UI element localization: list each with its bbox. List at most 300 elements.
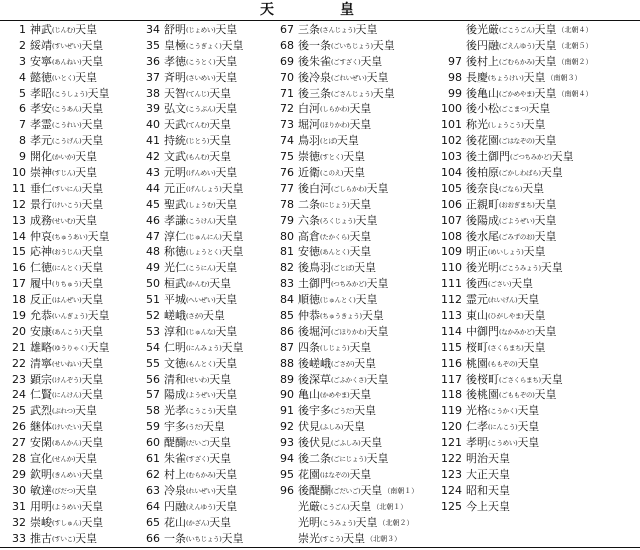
name-reading: びだつ [54, 486, 73, 495]
reading-close-paren: ) [353, 216, 356, 225]
reading-open-paren: ( [499, 26, 502, 34]
reading-close-paren: ) [521, 73, 524, 82]
reading-close-paren: ) [72, 26, 76, 34]
reading-open-paren: ( [186, 89, 189, 98]
reading-open-paren: ( [320, 534, 323, 543]
reading-close-paren: ) [79, 327, 82, 336]
emperor-name: 嵯峨 [164, 309, 186, 323]
emperor-name: 霊元 [466, 293, 488, 307]
title-suffix: 天皇 [221, 229, 244, 243]
emperor-entry [266, 165, 434, 181]
reading-open-paren: ( [52, 359, 55, 368]
name-reading: とば [322, 137, 335, 146]
emperor-name: 後土御門 [466, 150, 510, 164]
name-reading: こうれい [54, 121, 80, 130]
title-suffix: 天皇 [215, 261, 238, 275]
emperor-name: 後水尾 [466, 229, 499, 243]
reading-close-paren: ) [72, 486, 76, 495]
entry-number: 51 [146, 293, 160, 307]
emperor-name: 孝元 [30, 134, 52, 148]
emperor-entry [2, 149, 136, 165]
emperor-name: 後奈良 [466, 181, 499, 195]
reading-open-paren: ( [488, 296, 491, 305]
entry-number: 57 [146, 388, 160, 402]
title-suffix: 天皇 [349, 102, 372, 116]
emperor-name: 中御門 [466, 324, 499, 338]
emperor-name: 宣化 [30, 452, 52, 466]
emperor-name: 継体 [30, 420, 52, 434]
name-reading: じゅんとく [322, 296, 354, 305]
emperor-entry [434, 54, 640, 70]
emperor-entry [434, 181, 640, 197]
emperor-entry [136, 483, 266, 499]
emperor-entry [136, 292, 266, 308]
reading-open-paren: ( [499, 232, 502, 241]
name-reading: ごさくらまち [501, 375, 539, 384]
reading-open-paren: ( [186, 57, 189, 66]
emperor-entry [2, 133, 136, 149]
title-suffix: 天皇 [209, 86, 232, 100]
emperor-name: 大正天皇 [466, 467, 510, 481]
reading-open-paren: ( [186, 26, 189, 34]
entry-number: 11 [12, 181, 26, 195]
entry-number: 106 [441, 197, 462, 211]
name-reading: じゅんな [188, 327, 214, 336]
title-suffix: 天皇 [215, 23, 238, 36]
emperor-name: 敏達 [30, 483, 52, 497]
reading-open-paren: ( [52, 407, 55, 416]
emperor-entry [434, 435, 640, 451]
entry-number: 54 [146, 340, 160, 354]
title-suffix: 天皇 [349, 340, 372, 354]
entry-number: 101 [441, 118, 462, 132]
title-suffix: 天皇 [74, 404, 97, 418]
entry-number: 7 [19, 118, 26, 132]
title-suffix: 天皇 [534, 134, 557, 148]
emperor-entry [136, 101, 266, 117]
title-suffix: 天皇 [221, 340, 244, 354]
reading-close-paren: ) [219, 232, 222, 241]
emperor-name: 昭和天皇 [466, 483, 510, 497]
entry-number: 48 [146, 245, 160, 259]
title-suffix: 天皇 [517, 404, 540, 418]
title-suffix: 天皇 [215, 70, 238, 84]
reading-open-paren: ( [499, 200, 502, 209]
title-suffix: 天皇 [523, 70, 546, 84]
entry-number: 23 [12, 372, 26, 386]
name-reading: こうこう [188, 407, 214, 416]
name-reading: すいにん [54, 184, 80, 193]
name-reading: ごこうみょう [501, 264, 539, 273]
emperor-entry [2, 435, 136, 451]
entry-number: 19 [12, 309, 26, 323]
name-reading: しょうむ [188, 200, 214, 209]
title-suffix: 天皇 [215, 467, 238, 481]
emperor-entry [2, 101, 136, 117]
reading-close-paren: ) [508, 280, 512, 289]
reading-open-paren: ( [320, 105, 323, 114]
reading-close-paren: ) [206, 137, 210, 146]
reading-close-paren: ) [347, 343, 350, 352]
emperor-name: 舒明 [164, 23, 186, 36]
page-title: 天 皇 [260, 2, 380, 18]
reading-open-paren: ( [52, 327, 55, 336]
entry-number: 118 [441, 388, 462, 402]
name-reading: いちじょう [188, 534, 220, 543]
emperor-name: 清寧 [30, 356, 52, 370]
emperor-entry [136, 70, 266, 86]
reading-close-paren: ) [79, 264, 82, 273]
title-suffix: 天皇 [372, 38, 395, 52]
name-reading: つちみかど [333, 280, 365, 289]
name-reading: ごいちじょう [333, 41, 371, 50]
court-note: （北朝３） [366, 534, 402, 543]
reading-close-paren: ) [79, 502, 82, 511]
emperor-name: 順徳 [298, 293, 320, 307]
reading-open-paren: ( [186, 248, 189, 257]
reading-open-paren: ( [331, 264, 334, 273]
name-reading: ごさい [490, 280, 509, 289]
name-reading: しじょう [322, 343, 348, 352]
name-reading: じんむ [54, 26, 73, 34]
entry-number: 6 [19, 102, 26, 116]
emperor-entry [266, 340, 434, 356]
reading-open-paren: ( [186, 280, 189, 289]
reading-close-paren: ) [347, 200, 350, 209]
name-reading: さいめい [188, 73, 214, 82]
emperor-name: 村上 [164, 467, 186, 481]
title-suffix: 天皇 [534, 197, 557, 211]
reading-close-paren: ) [213, 264, 216, 273]
title-suffix: 天皇 [349, 467, 372, 481]
reading-close-paren: ) [206, 89, 210, 98]
reading-close-paren: ) [213, 105, 216, 114]
reading-open-paren: ( [186, 73, 189, 82]
emperor-entry [266, 451, 434, 467]
emperor-name: 明治天皇 [466, 452, 510, 466]
name-reading: おおぎまち [501, 200, 533, 209]
court-note: （北朝１） [372, 502, 408, 511]
title-suffix: 天皇 [81, 134, 104, 148]
reading-open-paren: ( [488, 423, 491, 432]
name-reading: うだ [188, 423, 201, 432]
emperor-entry [434, 483, 640, 499]
reading-open-paren: ( [499, 41, 502, 50]
emperor-entry [136, 356, 266, 372]
emperor-entry [136, 260, 266, 276]
entry-number: 82 [280, 261, 294, 275]
reading-close-paren: ) [364, 455, 367, 464]
emperor-name: 崇徳 [298, 150, 320, 164]
name-reading: けいたい [54, 423, 80, 432]
name-reading: てんむ [188, 121, 207, 130]
entry-number: 39 [146, 102, 160, 116]
name-reading: じょめい [188, 26, 214, 34]
entry-number: 88 [280, 356, 294, 370]
name-reading: ようめい [54, 502, 80, 511]
title-suffix: 天皇 [209, 515, 232, 529]
reading-open-paren: ( [52, 137, 55, 146]
reading-close-paren: ) [364, 184, 367, 193]
entry-number: 55 [146, 356, 160, 370]
reading-open-paren: ( [320, 423, 323, 432]
reading-open-paren: ( [52, 534, 55, 543]
reading-close-paren: ) [532, 89, 535, 98]
name-reading: すじん [54, 169, 73, 178]
reading-close-paren: ) [532, 391, 535, 400]
name-reading: ごようぜい [501, 216, 533, 225]
name-reading: こうけん [188, 216, 214, 225]
emperor-name: 今上天皇 [466, 499, 510, 513]
reading-close-paren: ) [359, 312, 362, 321]
reading-open-paren: ( [52, 248, 55, 257]
name-reading: れいげん [490, 296, 516, 305]
title-suffix: 天皇 [366, 452, 389, 466]
reading-close-paren: ) [538, 264, 541, 273]
entry-number: 124 [441, 483, 462, 497]
name-reading: じゅんにん [188, 232, 220, 241]
name-reading: てんじ [188, 89, 207, 98]
reading-open-paren: ( [52, 439, 55, 448]
title-suffix: 天皇 [81, 467, 104, 481]
name-reading: ごみずのお [501, 232, 533, 241]
title-suffix: 天皇 [75, 23, 98, 36]
title-suffix: 天皇 [349, 499, 372, 513]
emperor-entry [136, 117, 266, 133]
emperor-name: 反正 [30, 293, 52, 307]
emperor-name: 後光厳 [466, 23, 499, 36]
reading-close-paren: ) [219, 534, 222, 543]
title-suffix: 天皇 [523, 340, 546, 354]
emperor-entry [266, 133, 434, 149]
title-suffix: 天皇 [534, 86, 557, 100]
title-suffix: 天皇 [87, 86, 110, 100]
court-note: （南朝１） [383, 486, 419, 495]
emperor-entry [2, 38, 136, 54]
entry-number: 33 [12, 531, 26, 545]
reading-open-paren: ( [52, 264, 55, 273]
title-suffix: 天皇 [336, 134, 359, 148]
emperor-name: 欽明 [30, 467, 52, 481]
reading-close-paren: ) [79, 470, 82, 479]
name-reading: ようぜい [188, 391, 214, 400]
title-suffix: 天皇 [343, 420, 366, 434]
emperor-entry [136, 419, 266, 435]
reading-close-paren: ) [340, 169, 344, 178]
reading-close-paren: ) [370, 89, 373, 98]
entry-number: 28 [12, 452, 26, 466]
emperor-name: 近衛 [298, 166, 320, 180]
reading-open-paren: ( [320, 248, 323, 257]
reading-open-paren: ( [186, 200, 189, 209]
reading-open-paren: ( [186, 296, 189, 305]
name-reading: すいぜい [54, 41, 80, 50]
reading-close-paren: ) [358, 439, 361, 448]
reading-open-paren: ( [331, 73, 334, 82]
emperor-entry [136, 165, 266, 181]
reading-close-paren: ) [347, 121, 350, 130]
name-reading: にんこう [490, 423, 516, 432]
name-reading: ごはなぞの [501, 137, 533, 146]
reading-open-paren: ( [320, 137, 323, 146]
emperor-name: 孝安 [30, 102, 52, 116]
entry-number: 123 [441, 467, 462, 481]
entry-number: 25 [12, 404, 26, 418]
name-reading: へいぜい [188, 296, 214, 305]
title-suffix: 天皇 [355, 213, 378, 227]
entry-number: 12 [12, 197, 26, 211]
entry-number: 84 [280, 293, 294, 307]
emperor-entry [266, 435, 434, 451]
reading-close-paren: ) [538, 375, 541, 384]
emperor-entry [2, 340, 136, 356]
court-note: （北朝５） [557, 41, 593, 50]
name-reading: むらかみ [188, 470, 214, 479]
emperor-name: 神武 [30, 23, 52, 36]
name-reading: ちょうけい [490, 73, 522, 82]
reading-close-paren: ) [79, 518, 82, 527]
court-note: （南朝４） [557, 89, 593, 98]
emperor-entry [136, 22, 266, 38]
reading-close-paren: ) [213, 296, 216, 305]
reading-open-paren: ( [52, 169, 55, 178]
reading-close-paren: ) [79, 41, 82, 50]
emperor-name: 亀山 [298, 388, 320, 402]
name-reading: おうじん [54, 248, 80, 257]
entry-number: 2 [19, 38, 26, 52]
emperor-name: 後円融 [466, 38, 499, 52]
entry-number: 107 [441, 213, 462, 227]
title-suffix: 天皇 [81, 261, 104, 275]
name-reading: げんめい [188, 169, 214, 178]
title-suffix: 天皇 [360, 483, 383, 497]
title-suffix: 天皇 [81, 499, 104, 513]
emperor-name: 長慶 [466, 70, 488, 84]
reading-open-paren: ( [186, 455, 189, 464]
reading-close-paren: ) [79, 439, 82, 448]
emperor-entry [136, 244, 266, 260]
emperor-name: 崇光 [298, 531, 320, 545]
emperor-entry [136, 54, 266, 70]
emperor-entry [136, 451, 266, 467]
reading-open-paren: ( [320, 26, 323, 34]
emperor-entry [266, 387, 434, 403]
reading-close-paren: ) [219, 184, 222, 193]
emperor-entry [434, 387, 640, 403]
name-reading: ちゅうきょう [322, 312, 360, 321]
emperor-entry [434, 213, 640, 229]
reading-close-paren: ) [340, 423, 344, 432]
entry-number: 35 [146, 38, 160, 52]
emperor-name: 元明 [164, 166, 186, 180]
entry-number: 99 [448, 86, 462, 100]
reading-open-paren: ( [186, 470, 189, 479]
entry-number: 52 [146, 309, 160, 323]
title-suffix: 天皇 [540, 261, 563, 275]
reading-close-paren: ) [219, 248, 222, 257]
title-suffix: 天皇 [81, 245, 104, 259]
title-suffix: 天皇 [81, 102, 104, 116]
name-reading: こうぶん [188, 105, 214, 114]
emperor-name: 淳和 [164, 324, 186, 338]
title-suffix: 天皇 [523, 309, 546, 323]
entry-number: 49 [146, 261, 160, 275]
reading-close-paren: ) [334, 137, 337, 146]
reading-close-paren: ) [549, 153, 552, 162]
emperor-name: 後嵯峨 [298, 356, 331, 370]
emperor-entry [136, 403, 266, 419]
emperor-name: 光孝 [164, 404, 186, 418]
emperor-entry [136, 133, 266, 149]
emperor-entry [136, 86, 266, 102]
emperor-name: 陽成 [164, 388, 186, 402]
name-reading: めいしょう [490, 248, 522, 257]
reading-open-paren: ( [499, 57, 502, 66]
title-suffix: 天皇 [221, 181, 244, 195]
emperor-entry [2, 260, 136, 276]
reading-close-paren: ) [532, 137, 535, 146]
name-reading: なかみかど [501, 327, 533, 336]
name-reading: せいむ [54, 216, 73, 225]
reading-open-paren: ( [52, 486, 55, 495]
emperor-name: 桜町 [466, 340, 488, 354]
emperor-entry [434, 260, 640, 276]
entry-number: 53 [146, 324, 160, 338]
emperor-entry [2, 181, 136, 197]
reading-open-paren: ( [331, 41, 334, 50]
emperor-name: 後冷泉 [298, 70, 331, 84]
emperor-name: 明正 [466, 245, 488, 259]
name-reading: すこう [322, 534, 341, 543]
reading-open-paren: ( [499, 137, 502, 146]
entry-number: 116 [441, 356, 462, 370]
title-suffix: 天皇 [81, 277, 104, 291]
name-reading: せいわ [188, 375, 207, 384]
reading-close-paren: ) [347, 391, 350, 400]
entry-number: 56 [146, 372, 160, 386]
reading-close-paren: ) [79, 248, 82, 257]
emperor-name: 三条 [298, 23, 320, 36]
emperor-name: 称光 [466, 118, 488, 132]
name-reading: けんぞう [54, 375, 80, 384]
name-reading: ごつちみかど [512, 153, 550, 162]
emperor-name: 後柏原 [466, 166, 499, 180]
emperor-name: 後亀山 [466, 86, 499, 100]
name-reading: げんしょう [188, 184, 220, 193]
reading-open-paren: ( [488, 248, 491, 257]
name-reading: こうあん [54, 105, 80, 114]
title-suffix: 天皇 [81, 515, 104, 529]
reading-close-paren: ) [353, 296, 356, 305]
emperor-entry [434, 308, 640, 324]
entry-number: 13 [12, 213, 26, 227]
entry-number: 78 [280, 197, 294, 211]
reading-open-paren: ( [52, 391, 55, 400]
name-reading: こうしょう [54, 89, 86, 98]
entry-number: 94 [280, 452, 294, 466]
emperor-entry [434, 165, 640, 181]
emperor-name: 文徳 [164, 356, 186, 370]
reading-open-paren: ( [186, 359, 189, 368]
name-reading: ごこまつ [501, 105, 527, 114]
reading-open-paren: ( [186, 264, 189, 273]
entry-number: 111 [441, 277, 462, 291]
title-suffix: 天皇 [511, 277, 534, 291]
emperor-entry [434, 101, 640, 117]
entry-number: 63 [146, 483, 160, 497]
reading-close-paren: ) [85, 89, 88, 98]
entry-number: 18 [12, 293, 26, 307]
